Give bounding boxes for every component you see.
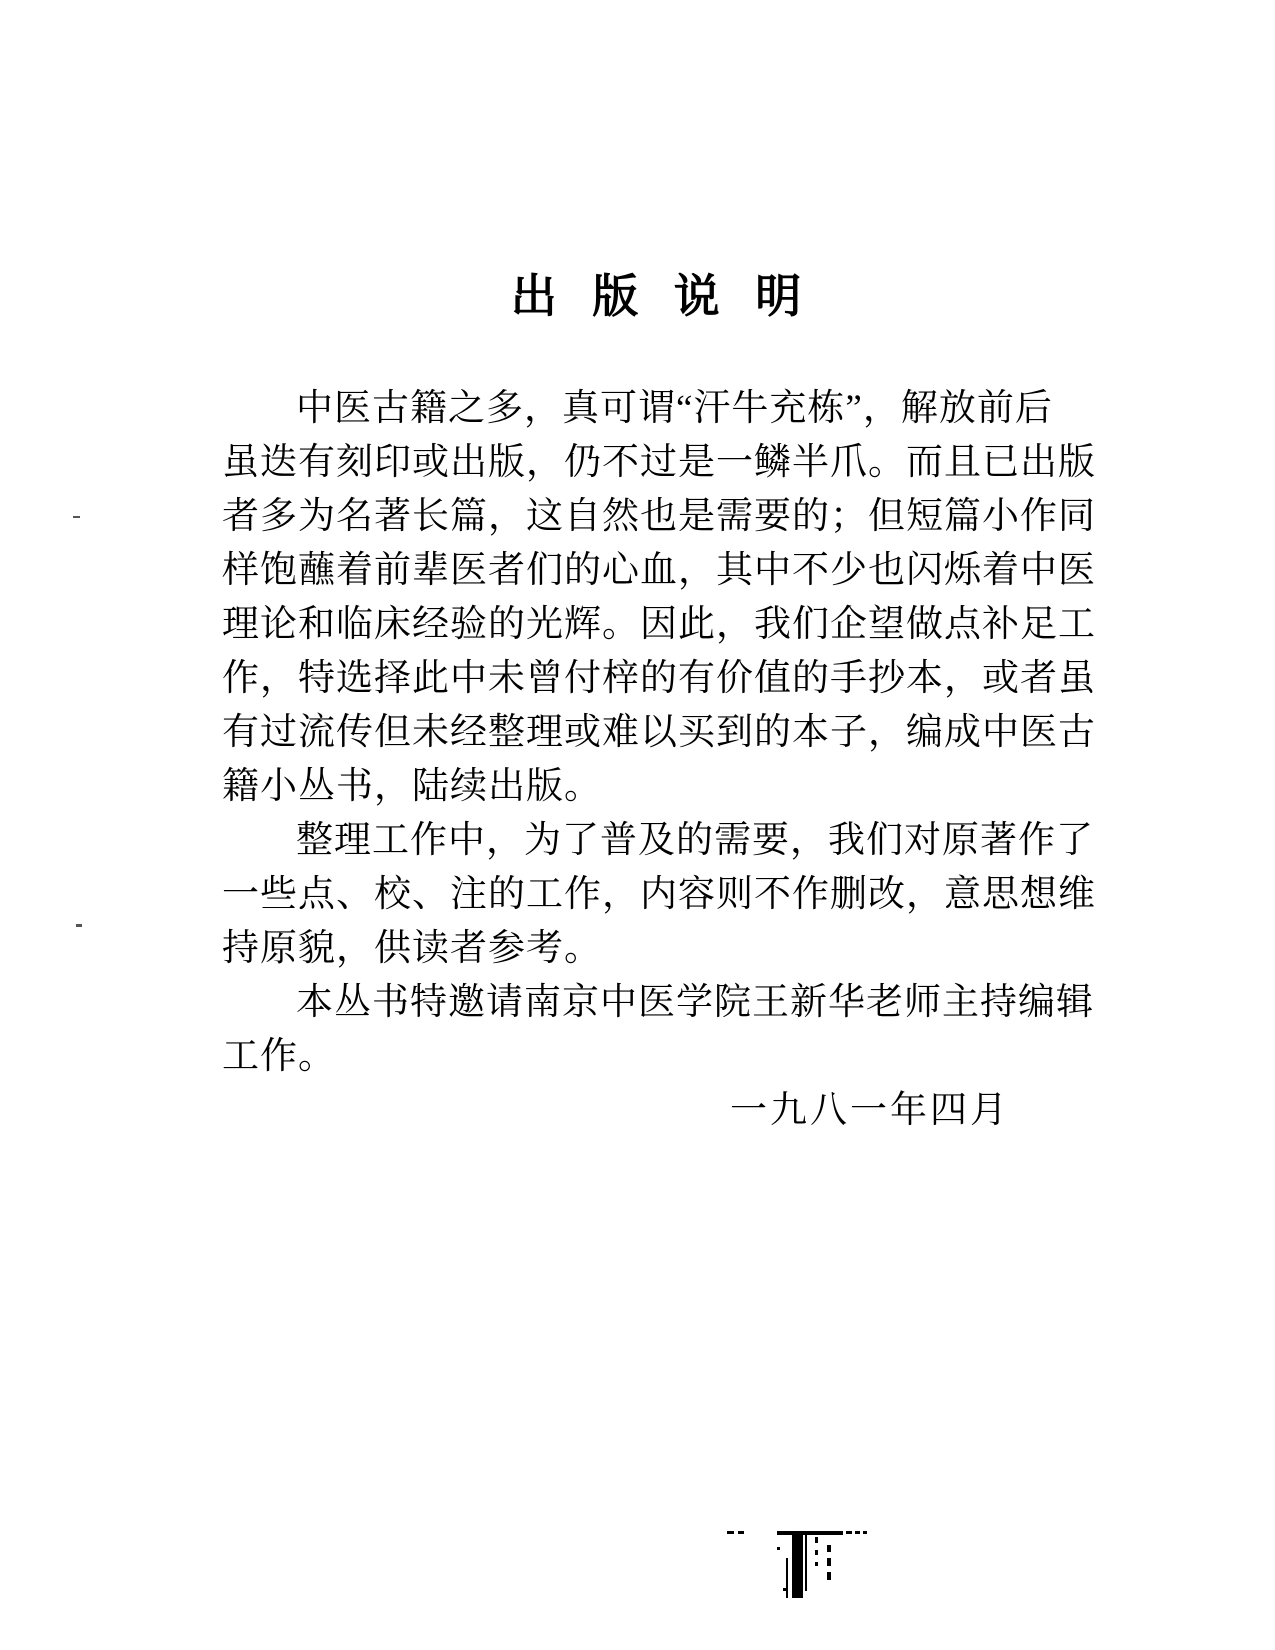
artifact-mark xyxy=(786,1558,788,1598)
artifact-mark xyxy=(815,1550,818,1555)
page-title: 出 版 说 明 xyxy=(510,271,814,322)
text-line: 虽迭有刻印或出版，仍不过是一鳞半爪。而且已出版 xyxy=(222,442,1096,483)
artifact-mark xyxy=(727,1531,734,1534)
text-line: 持原貌，供读者参考。 xyxy=(222,928,602,969)
text-line: 中医古籍之多，真可谓“汗牛充栋”，解放前后 xyxy=(296,388,1053,429)
text-line: 籍小丛书，陆续出版。 xyxy=(222,766,602,807)
artifact-mark xyxy=(827,1558,831,1566)
text-line: 有过流传但未经整理或难以买到的本子，编成中医古 xyxy=(222,712,1096,753)
artifact-mark xyxy=(777,1531,843,1535)
text-line: 工作。 xyxy=(222,1036,336,1077)
text-line: 一些点、校、注的工作，内容则不作删改，意思想维 xyxy=(222,874,1096,915)
text-line: 样饱蘸着前辈医者们的心血，其中不少也闪烁着中医 xyxy=(222,550,1096,591)
artifact-mark xyxy=(846,1531,852,1534)
text-line: 作，特选择此中未曾付梓的有价值的手抄本，或者虽 xyxy=(222,658,1096,699)
text-line: 本丛书特邀请南京中医学院王新华老师主持编辑 xyxy=(296,982,1094,1023)
artifact-mark xyxy=(805,1533,807,1591)
text-line: 理论和临床经验的光辉。因此，我们企望做点补足工 xyxy=(222,604,1096,645)
scan-speck xyxy=(73,516,80,518)
artifact-mark xyxy=(783,1588,786,1591)
artifact-mark xyxy=(815,1537,818,1543)
artifact-mark xyxy=(815,1562,818,1566)
scan-artifact xyxy=(690,1470,880,1610)
artifact-mark xyxy=(738,1531,744,1534)
artifact-mark xyxy=(792,1531,803,1598)
date-line: 一九八一年四月 xyxy=(730,1090,1010,1131)
artifact-mark xyxy=(827,1572,831,1580)
artifact-mark xyxy=(863,1531,867,1534)
artifact-mark xyxy=(827,1545,831,1552)
text-line: 者多为名著长篇，这自然也是需要的；但短篇小作同 xyxy=(222,496,1096,537)
artifact-mark xyxy=(777,1547,780,1550)
text-line: 整理工作中，为了普及的需要，我们对原著作了 xyxy=(296,820,1094,861)
scan-speck xyxy=(76,924,82,927)
artifact-mark xyxy=(855,1531,860,1534)
body-text xyxy=(222,382,1102,1138)
